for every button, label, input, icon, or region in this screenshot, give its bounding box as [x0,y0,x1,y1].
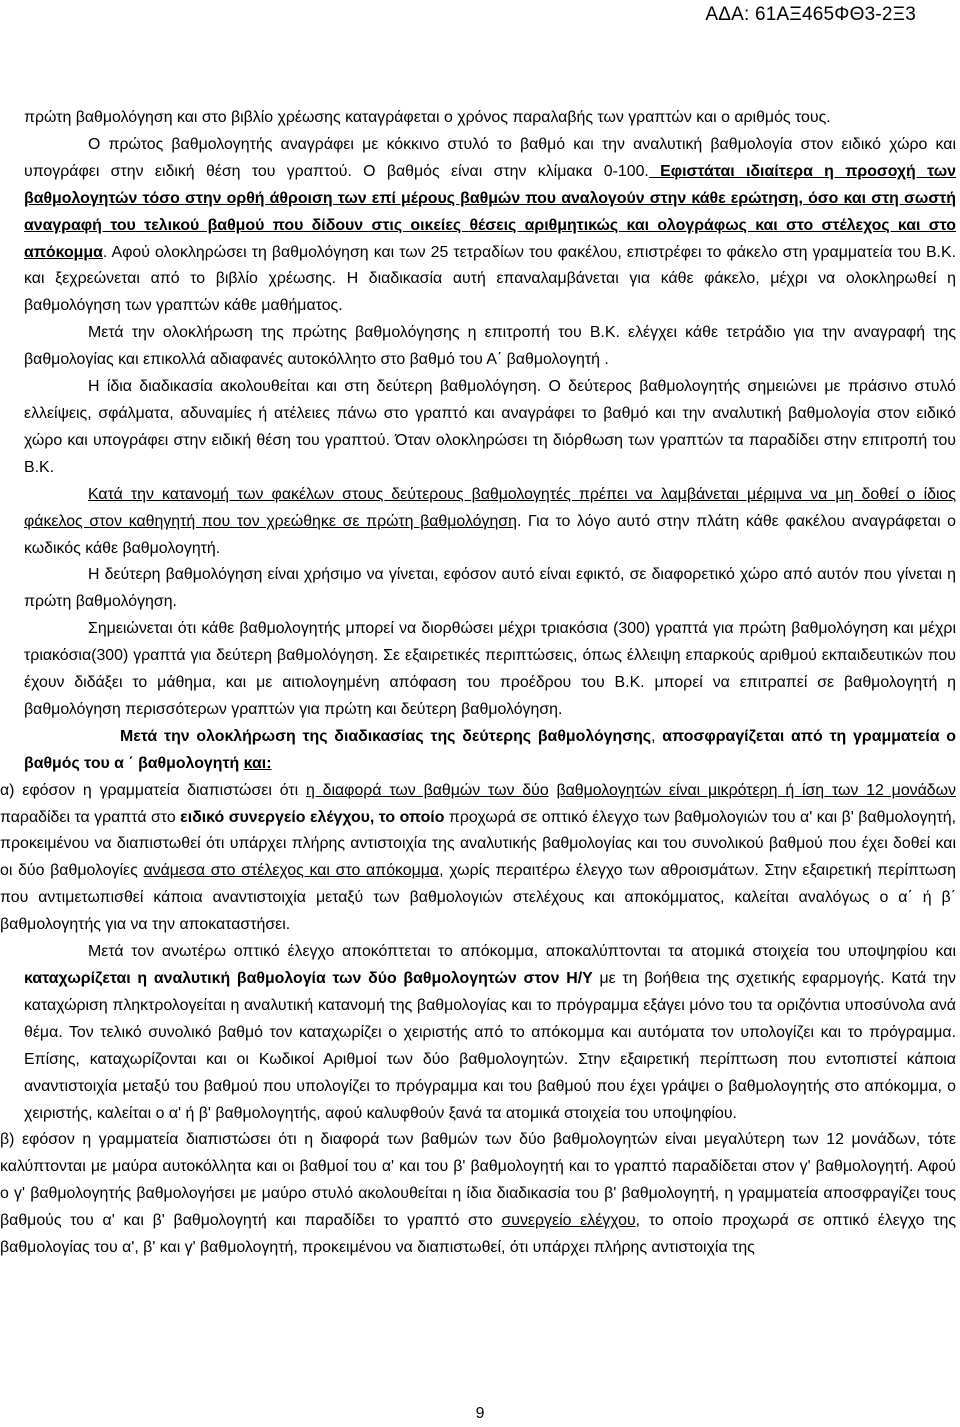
list-item-a-t6: ειδικό συνεργείο ελέγχου, το οποίο [180,808,445,826]
paragraph-5-underlined: Κατά την κατανομή των φακέλων στους δεύτερους βαθμολογητές πρέπει να λαμβάνεται μέριμνα να μη δοθεί ο ίδιος φάκελος στον καθηγητή που τον χρεώθηκε σε πρώτη βαθμολόγηση [24,485,956,530]
list-item-b-t2: συνεργείο ελέγχου, [501,1212,641,1230]
paragraph-2-text-c: . Αφού ολοκληρώσει τη βαθμολόγηση και των 25 τετραδίων του φακέλου, επιστρέφει το φάκελο στη γραμματεία του Β.Κ. και ξεχρεώνεται από το βιβλίο χρέωσης. Η διαδικασία αυτή επαναλαμβάνεται για κάθε φάκελο, μέχρι να ολοκληρωθεί η βαθμολόγηση των γραπτών κάθε μαθήματος. [24,243,956,315]
paragraph-5-text-b: . Για το λόγο αυτό στην πλάτη κάθε φακέλου αναγράφεται ο κωδικός κάθε βαθμολογητή. [24,512,956,557]
paragraph-9-text-c: με τη βοήθεια της σχετικής εφαρμογής. Κατά την καταχώριση πληκτρολογείται η αναλυτική κατανομή της βαθμολογίας και το πρόγραμμα εξάγει μόνο του τα οριζόντια υποσύνολα ανά θέμα. Τον τελικό συνολικό βαθμό τον καταχωρίζει ο χειριστής από το απόκομμα και αυτόματα τον υπολογίζει και το πρόγραμμα. Επίσης, καταχωρίζονται και οι Κωδικοί Αριθμοί των δύο βαθμολογητών. Στην εξαιρετική περίπτωση που εντοπιστεί κάποια αναντιστοιχία μεταξύ του βαθμού που υπολογίζει το πρόγραμμα και του βαθμού που έχει γράψει ο βαθμολογητής στο απόκομμα, ο χειριστής, καλείται ο α' ή β' βαθμολογητής, αφού καλυφθούν ξανά τα ατομικά στοιχεία του υποψηφίου. [24,970,956,1122]
paragraph-4: Η ίδια διαδικασία ακολουθείται και στη δεύτερη βαθμολόγηση. Ο δεύτερος βαθμολογητής σημειώνει με πράσινο στυλό ελλείψεις, σφάλματα, αδυναμίες ή ατέλειες πάνω στο γραπτό και αναγράφει το βαθμό και την αναλυτική βαθμολογία στον ειδικό χώρο και υπογράφει στην ειδική θέση του γραπτού. Όταν ολοκληρώσει τη διόρθωση των γραπτών τα παραδίδει στην επιτροπή του Β.Κ. [24,378,956,476]
paragraph-7: Σημειώνεται ότι κάθε βαθμολογητής μπορεί να διορθώσει μέχρι τριακόσια (300) γραπτά για πρώτη βαθμολόγηση και μέχρι τριακόσια(300) γραπτά για δεύτερη βαθμολόγηση. Σε εξαιρετικές περιπτώσεις, όπως έλλειψη επαρκούς αριθμού εκπαιδευτικών που έχουν διδάξει το μάθημα, και με αιτιολογημένη απόφαση του προέδρου του Β.Κ. μπορεί να επιτραπεί σε βαθμολογητή η βαθμολόγηση περισσότερων γραπτών για πρώτη και δεύτερη βαθμολόγηση. [24,620,956,718]
list-item-a-t1: εφόσον η γραμματεία διαπιστώσει ότι [22,781,306,799]
document-body [0,105,956,1262]
paragraph-8-bold-underlined: και: [243,754,272,772]
paragraph-9-bold: καταχωρίζεται η αναλυτική βαθμολογία των δύο βαθμολογητών στον Η/Υ [24,970,593,987]
paragraph-2 [24,132,956,320]
paragraph-3: Μετά την ολοκλήρωση της πρώτης βαθμολόγησης η επιτροπή του Β.Κ. ελέγχει κάθε τετράδιο για την αναγραφή της βαθμολογίας και επικολλά αδιαφανές αυτοκόλλητο στο βαθμό του Α΄ βαθμολογητή . [24,324,956,369]
paragraph-5 [24,482,956,563]
paragraph-8 [24,724,956,778]
list-item-a-t2: η διαφορά των βαθμών των δύο [305,781,549,799]
paragraph-8-bold-c: αποσφραγίζεται από τη γραμματεία ο βαθμός του α ΄ βαθμολογητή [24,727,956,772]
paragraph-9-text-a: Μετά τον ανωτέρω οπτικό έλεγχο αποκόπτεται το απόκομμα, αποκαλύπτονται τα ατομικά στοιχεία του υποψηφίου και [88,943,956,961]
list-item-a-t5: παραδίδει τα γραπτά στο [0,808,181,826]
list-item-b-marker: β) [0,1131,22,1149]
paragraph-2-emphasis: Εφιστάται ιδιαίτερα η προσοχή των βαθμολογητών τόσο στην ορθή άθροιση των επί μέρους βαθμών που αναλογούν στην κάθε ερώτηση, όσο και στη σωστή αναγραφή του τελικού βαθμού που δίδουν στις οικείες θέσεις αριθμητικώς και ολογράφως και στο στέλεχος και στο απόκομμα [24,162,956,261]
list-item-b-t3: το οποίο προχωρά σε οπτικό έλεγχο της βαθμολογίας του α', β' και γ' βαθμολογητή, προκειμένου να διαπιστωθεί, ότι υπάρχει πλήρης αντιστοιχία της [0,1212,956,1257]
paragraph-8-bold-a: Μετά την ολοκλήρωση της διαδικασίας της δεύτερης βαθμολόγησης [120,727,652,745]
list-item-a-t7: προχωρά σε οπτικό έλεγχο των βαθμολογιών του α' και β' βαθμολογητή, προκειμένου να διαπιστωθεί ότι υπάρχει πλήρης αντιστοιχία της αναλυτικής βαθμολογίας και του συνολικού βαθμού που έχει δοθεί και οι δύο βαθμολογίες [0,808,956,880]
list-item-b [0,1127,956,1262]
ada-code: ΑΔΑ: 61ΑΞ465ΦΘ3-2Ξ3 [705,4,916,25]
list-item-a-t9: , χωρίς περαιτέρω έλεγχο των αθροισμάτων. Στην εξαιρετική περίπτωση που αντιμετωπισθεί κάποια αναντιστοιχία μεταξύ των βαθμολογιών στελέχους και αποκόμματος, καλείται αναλόγως ο α΄ ή β΄ βαθμολογητής για να την αποκαταστήσει. [0,862,956,934]
list-item-b-t1: εφόσον η γραμματεία διαπιστώσει ότι η διαφορά των βαθμών των δύο βαθμολογητών είναι μεγαλύτερη των 12 μονάδων, τότε καλύπτονται με μαύρα αυτοκόλλητα και οι βαθμοί του α' και του β' βαθμολογητή και το γραπτό παραδίδεται στον γ' βαθμολογητή. Αφού ο γ' βαθμολογητής βαθμολογήσει με μαύρο στυλό ακολουθείται η ίδια διαδικασία του β' βαθμολογητή, η γραμματεία αποσφραγίζει τους βαθμούς του α' και β' βαθμολογητή και παραδίδει το γραπτό στο [0,1131,956,1230]
paragraph-8-sep: , [651,727,663,745]
list-item-a-t8: ανάμεσα στο στέλεχος και στο απόκομμα [143,862,440,880]
paragraph-6: Η δεύτερη βαθμολόγηση είναι χρήσιμο να γίνεται, εφόσον αυτό είναι εφικτό, σε διαφορετικό χώρο από αυτόν που γίνεται η πρώτη βαθμολόγηση. [24,566,956,611]
list-item-a [0,778,956,939]
paragraph-1: πρώτη βαθμολόγηση και στο βιβλίο χρέωσης καταγράφεται ο χρόνος παραλαβής των γραπτών και ο αριθμός τους. [24,109,831,126]
page-number: 9 [475,1405,485,1422]
list-item-a-t4: βαθμολογητών είναι μικρότερη ή ίση των 12 μονάδων [556,781,956,799]
list-item-a-marker: α) [0,781,23,799]
paragraph-9 [24,939,956,1127]
paragraph-2-text-a: Ο πρώτος βαθμολογητής αναγράφει με κόκκινο στυλό το βαθμό και την αναλυτική βαθμολογία στον ειδικό χώρο και υπογράφει στην ειδική θέση του γραπτού. Ο βαθμός είναι στην κλίμακα 0-100. [24,135,956,180]
